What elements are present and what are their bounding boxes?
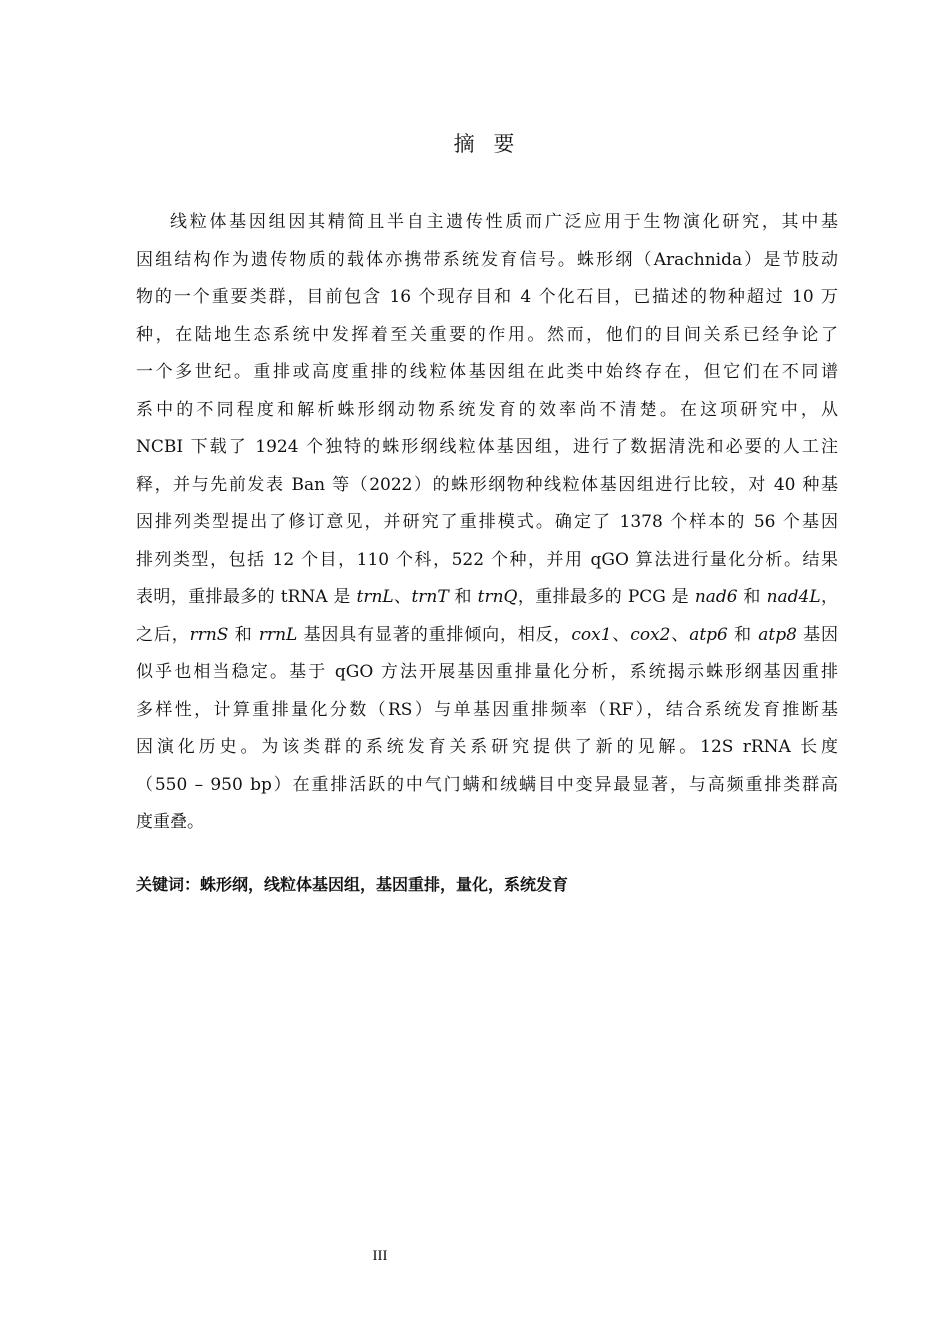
abstract-line: 度重叠。 [136,812,204,832]
text-segment: 、 [670,624,690,645]
text-segment: 、 [611,624,631,645]
abstract-body [136,204,838,842]
abstract-line [136,617,838,655]
text-segment: 和 [727,624,759,645]
gene-name: trnQ [477,587,518,607]
text-segment: 和 [448,587,478,607]
text-segment: 表明，重排最多的 tRNA 是 [136,587,357,607]
abstract-line: 物的一个重要类群，目前包含 16 个现存目和 4 个化石目，已描述的物种超过 10 万 [136,287,838,307]
gene-name: atp6 [689,624,728,645]
abstract-line: （550 – 950 bp）在重排活跃的中气门螨和绒螨目中变异最显著，与高频重排类群高 [136,774,838,795]
text-segment: ， [820,587,839,607]
gene-name: rrnL [258,624,298,645]
page-number: III [372,1248,388,1264]
gene-name: nad4L [766,587,821,607]
abstract-line [136,579,838,617]
text-segment: ，重排最多的 PCG 是 [517,587,695,607]
keywords-line: 关键词：蛛形纲，线粒体基因组，基因重排，量化，系统发育 [136,875,569,894]
abstract-line: NCBI 下载了 1924 个独特的蛛形纲线粒体基因组，进行了数据清洗和必要的人工注 [136,437,838,457]
abstract-line: 排列类型，包括 12 个目，110 个科，522 个种，并用 qGO 算法进行量化分析。结果 [136,549,838,570]
text-segment: 和 [228,624,259,645]
gene-name: atp8 [758,624,797,645]
abstract-line: 系中的不同程度和解析蛛形纲动物系统发育的效率尚不清楚。在这项研究中，从 [136,399,838,420]
text-segment: 、 [393,587,412,607]
text-segment: 和 [737,587,767,607]
abstract-line: 释，并与先前发表 Ban 等（2022）的蛛形纲物种线粒体基因组进行比较，对 40 种基 [136,474,838,495]
gene-name: rrnS [189,624,229,645]
text-segment: 基因 [796,624,839,645]
page-title: 摘 要 [453,132,521,156]
gene-name: nad6 [694,587,738,607]
abstract-line: 因演化历史。为该类群的系统发育关系研究提供了新的见解。12S rRNA 长度 [136,737,838,757]
abstract-line: 因排列类型提出了修订意见，并研究了重排模式。确定了 1378 个样本的 56 个基因 [136,512,838,532]
abstract-line: 多样性，计算重排量化分数（RS）与单基因重排频率（RF），结合系统发育推断基 [136,699,838,720]
gene-name: trnT [411,587,449,607]
gene-name: cox2 [630,624,671,645]
abstract-line: 似乎也相当稳定。基于 qGO 方法开展基因重排量化分析，系统揭示蛛形纲基因重排 [136,662,838,682]
text-segment: 基因具有显著的重排倾向，相反， [297,624,572,645]
abstract-line: 一个多世纪。重排或高度重排的线粒体基因组在此类中始终存在，但它们在不同谱 [136,362,838,382]
text-segment: 之后， [136,624,190,645]
gene-name: trnL [356,587,394,607]
gene-name: cox1 [571,624,612,645]
abstract-line: 种，在陆地生态系统中发挥着至关重要的作用。然而，他们的目间关系已经争论了 [136,324,838,345]
abstract-line: 因组结构作为遗传物质的载体亦携带系统发育信号。蛛形纲（Arachnida）是节肢动 [136,249,838,270]
abstract-line: 线粒体基因组因其精简且半自主遗传性质而广泛应用于生物演化研究，其中基 [170,212,838,232]
